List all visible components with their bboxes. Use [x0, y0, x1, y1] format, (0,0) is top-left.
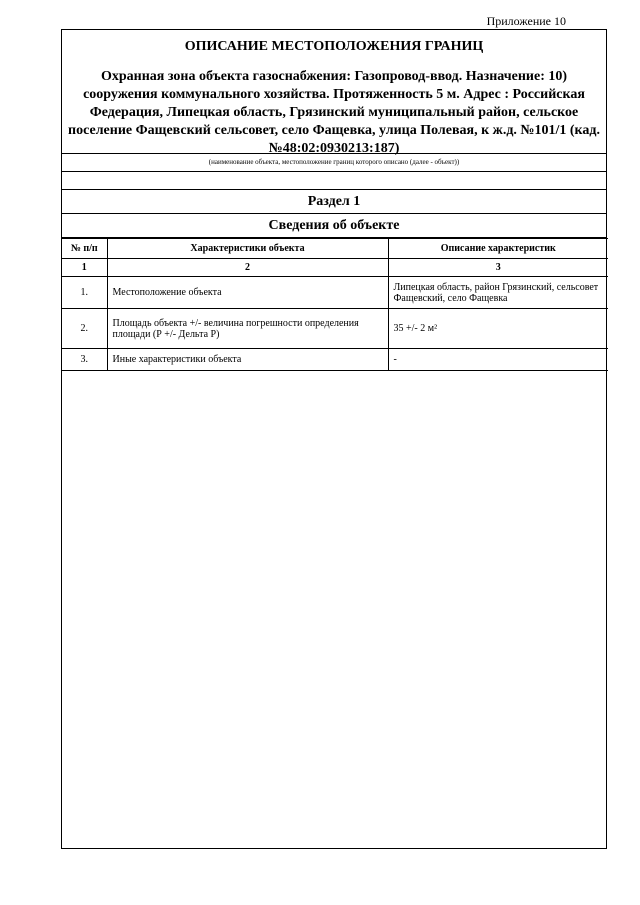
document-title: ОПИСАНИЕ МЕСТОПОЛОЖЕНИЯ ГРАНИЦ [184, 39, 484, 54]
row-num: 1. [62, 277, 107, 309]
section-subtitle: Сведения об объекте [62, 214, 606, 238]
column-number: 2 [107, 259, 388, 277]
column-number-row [62, 259, 608, 277]
column-number: 3 [388, 259, 608, 277]
row-characteristic: Площадь объекта +/- величина погрешности определения площади (Р +/- Дельта Р) [107, 309, 388, 349]
table-row [62, 277, 608, 309]
object-info-table [62, 238, 608, 371]
object-description: Охранная зона объекта газоснабжения: Газопровод-ввод. Назначение: 10) сооружения коммунального хозяйства. Протяженность 5 м. Адрес : Российская Федерация, Липецкая область, Грязинский муниципальный район, сельское поселение Фащевский сельсовет, село Фащевка, улица Полевая, к ж.д. №101/1 (кад. №48:02:0930213:187) [68, 69, 600, 156]
table-row [62, 349, 608, 371]
document-frame [61, 29, 607, 849]
table-row [62, 309, 608, 349]
appendix-label: Приложение 10 [486, 14, 566, 28]
column-number: 1 [62, 259, 107, 277]
header-description: Описание характеристик [388, 239, 608, 259]
row-description: Липецкая область, район Грязинский, сельсовет Фащевский, село Фащевка [388, 277, 608, 309]
table-header-row [62, 239, 608, 259]
object-caption: (наименование объекта, местоположение границ которого описано (далее - объект)) [62, 154, 606, 172]
header-num: № п/п [62, 239, 107, 259]
header-characteristic: Характеристики объекта [107, 239, 388, 259]
row-characteristic: Местоположение объекта [107, 277, 388, 309]
row-characteristic: Иные характеристики объекта [107, 349, 388, 371]
spacer-row [62, 172, 606, 190]
section-title: Раздел 1 [62, 190, 606, 214]
row-num: 2. [62, 309, 107, 349]
row-description: - [388, 349, 608, 371]
row-num: 3. [62, 349, 107, 371]
title-block [62, 30, 606, 154]
row-description: 35 +/- 2 м² [388, 309, 608, 349]
